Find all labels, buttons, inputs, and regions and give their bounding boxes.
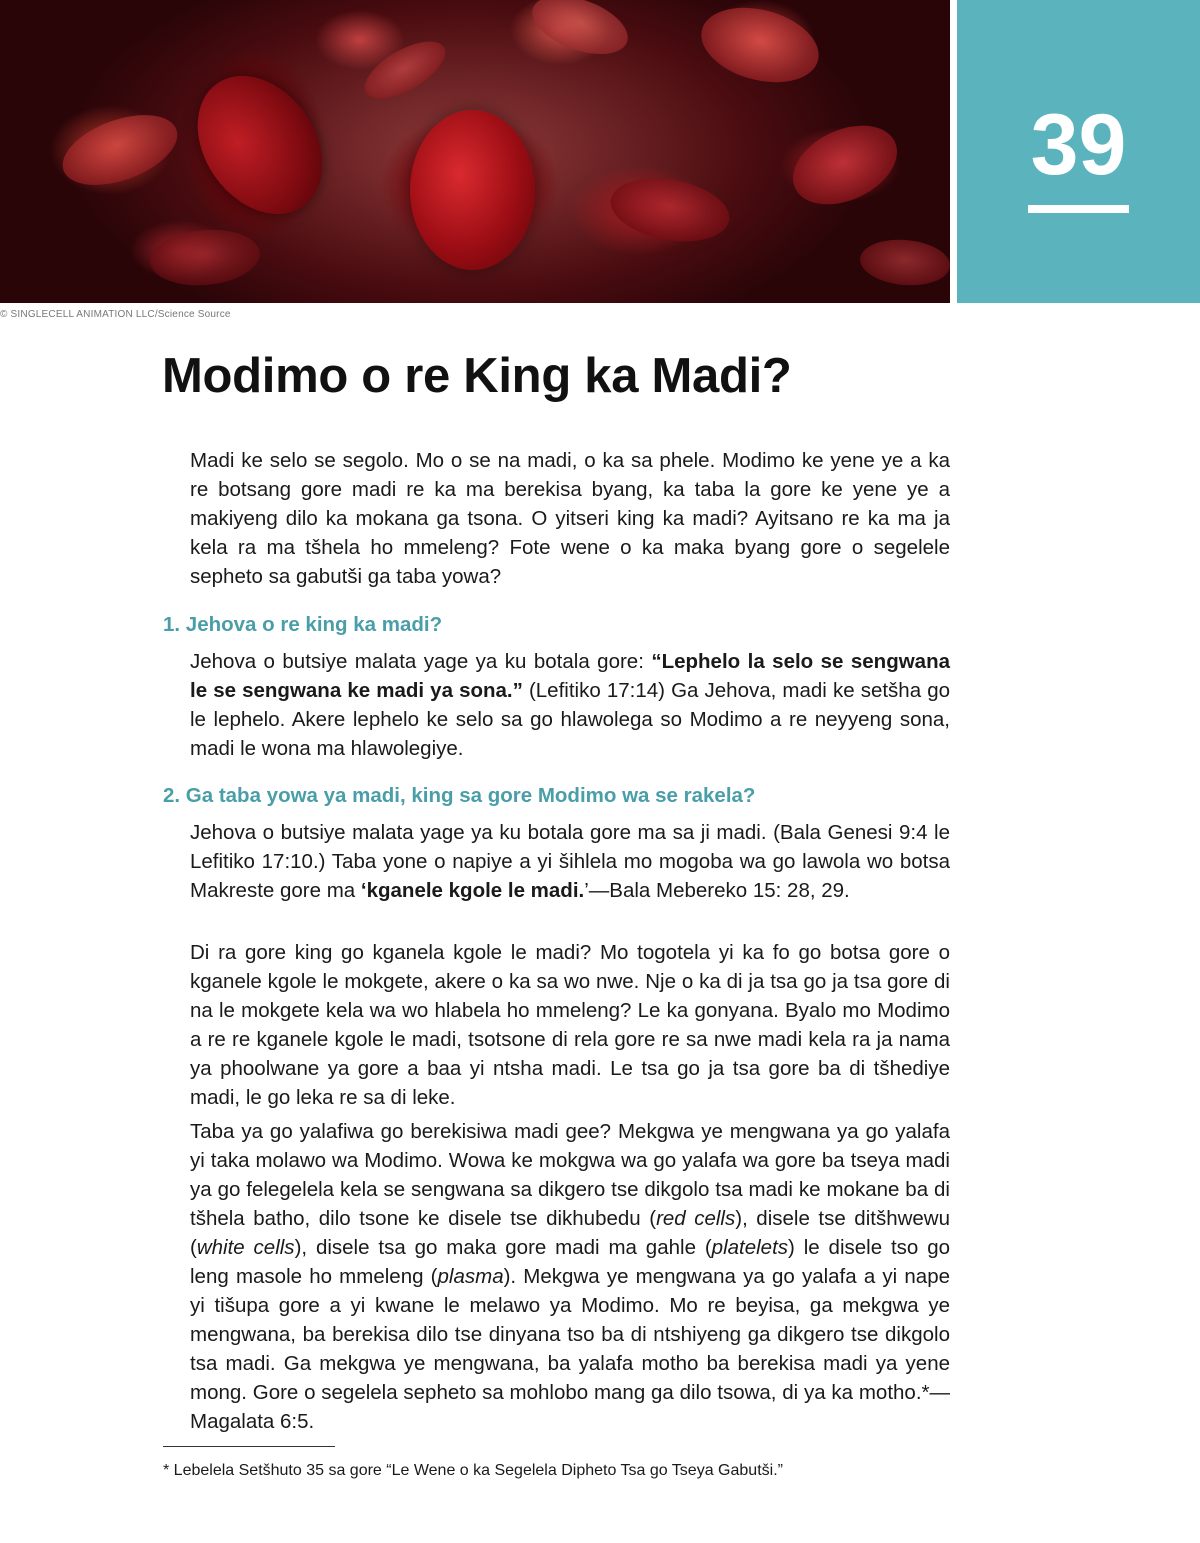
blood-cells-photo bbox=[0, 0, 950, 303]
section-2-paragraph-3: Taba ya go yalafiwa go berekisiwa madi gee? Mekgwa ye mengwana ya go yalafa yi taka molawo wa Modimo. Wowa ke mokgwa wa go yalafa wa gore ba tseya madi ya go felegelela kela se sengwana sa dikgero tse dikgolo tsa madi ke mokane ba di tšhela batho, dilo tsone ke disele tse dikhubedu (red cells), disele tse ditšhwewu (white cells), disele tsa go maka gore madi ma gahle (platelets) le disele tso go leng masole ho mmeleng (plasma). Mekgwa ye mengwana ya go yalafa a yi nape yi tišupa gore a yi kwane le melawo ya Modimo. Mo re beyisa, ga mekgwa ye mengwana, ba berekisa dilo tse dinyana tso ba di ntshiyeng ga dikgero tse dikgolo tsa madi. Ga mekgwa ye mengwana, ba yalafa motho ba berekisa madi ya yene mong. Gore o segelela sepheto sa mohlobo mang ga dilo tsowa, di ya ka motho.*—Magalata 6:5. bbox=[190, 1120, 951, 1433]
blood-cell bbox=[780, 110, 909, 220]
section-2-paragraph-1: Jehova o butsiye malata yage ya ku botala gore ma sa ji madi. (Bala Genesi 9:4 le Lefitiko 17:10.) Taba yone o napiye a yi šihlela mo mogoba wa go lawola wo botsa Makreste gore ma ‘kganele kgole le madi.’—Bala Mebereko 15: 28, 29. bbox=[190, 821, 950, 902]
blood-cell bbox=[148, 225, 262, 289]
section-1-paragraph: Jehova o butsiye malata yage ya ku botala gore: “Lephelo la selo se sengwana le se sengwana ke madi ya sona.” (Lefitiko 17:14) Ga Jehova, madi ke setšha go le lephelo. Akere lephelo ke selo sa go hlawolega so Modimo a re neyyeng sona, madi le wona ma hlawolegiye. bbox=[190, 650, 950, 760]
chapter-underline bbox=[1028, 205, 1129, 213]
blood-cell bbox=[410, 110, 535, 270]
blood-cell bbox=[356, 30, 454, 110]
chapter-badge bbox=[957, 0, 1200, 303]
blood-cell bbox=[53, 101, 186, 198]
image-credit: © SINGLECELL ANIMATION LLC/Science Source bbox=[0, 309, 231, 320]
footnote-divider bbox=[163, 1446, 335, 1447]
blood-cell bbox=[524, 0, 635, 66]
question-heading-1: 1. Jehova o re king ka madi? bbox=[163, 613, 443, 636]
scripture-quote: ‘kganele kgole le madi. bbox=[360, 879, 585, 902]
blood-cell bbox=[858, 236, 950, 289]
footnote: * Lebelela Setšhuto 35 sa gore “Le Wene o ka Segelela Dipheto Tsa go Tseya Gabutši.” bbox=[163, 1462, 783, 1479]
scripture-quote: “Lephelo la selo se sengwana le se sengwana ke madi ya sona.” bbox=[190, 650, 950, 702]
question-heading-2: 2. Ga taba yowa ya madi, king sa gore Modimo wa se rakela? bbox=[163, 784, 756, 807]
blood-cell bbox=[606, 170, 735, 250]
blood-cell bbox=[172, 52, 348, 238]
page-title: Modimo o re King ka Madi? bbox=[162, 349, 792, 403]
blood-cell bbox=[693, 0, 827, 94]
section-2-paragraph-2: Di ra gore king go kganela kgole le madi? Mo togotela yi ka fo go botsa gore o kganele kgole le mokgete, akere o ka sa wo nwe. Nje o ka di ja tsa go ja tsa gore di na le mokgete kela wa wo hlabela ho mmeleng? Le ka gonyana. Byalo mo Modimo a re re kganele kgole le madi, tsotsone di rela gore re sa nwe madi kela ra ja nama ya phoolwane ya gore a baa yi ntsha madi. Le tsa go ja tsa gore ba di tšhediye madi, le go leka re sa di leke. bbox=[190, 941, 950, 1109]
chapter-number: 39 bbox=[1030, 97, 1127, 193]
intro-paragraph: Madi ke selo se segolo. Mo o se na madi, o ka sa phele. Modimo ke yene ye a ka re botsang gore madi re ka ma berekisa byang, ka taba la gore ke yene ye a makiyeng dilo ka mokana ga tsona. O yitseri king ka madi? Ayitsano re ka ma ja kela ra ma tšhela ho mmeleng? Fote wene o ka maka byang gore o segelele sepheto sa gabutši ga taba yowa? bbox=[190, 449, 950, 588]
